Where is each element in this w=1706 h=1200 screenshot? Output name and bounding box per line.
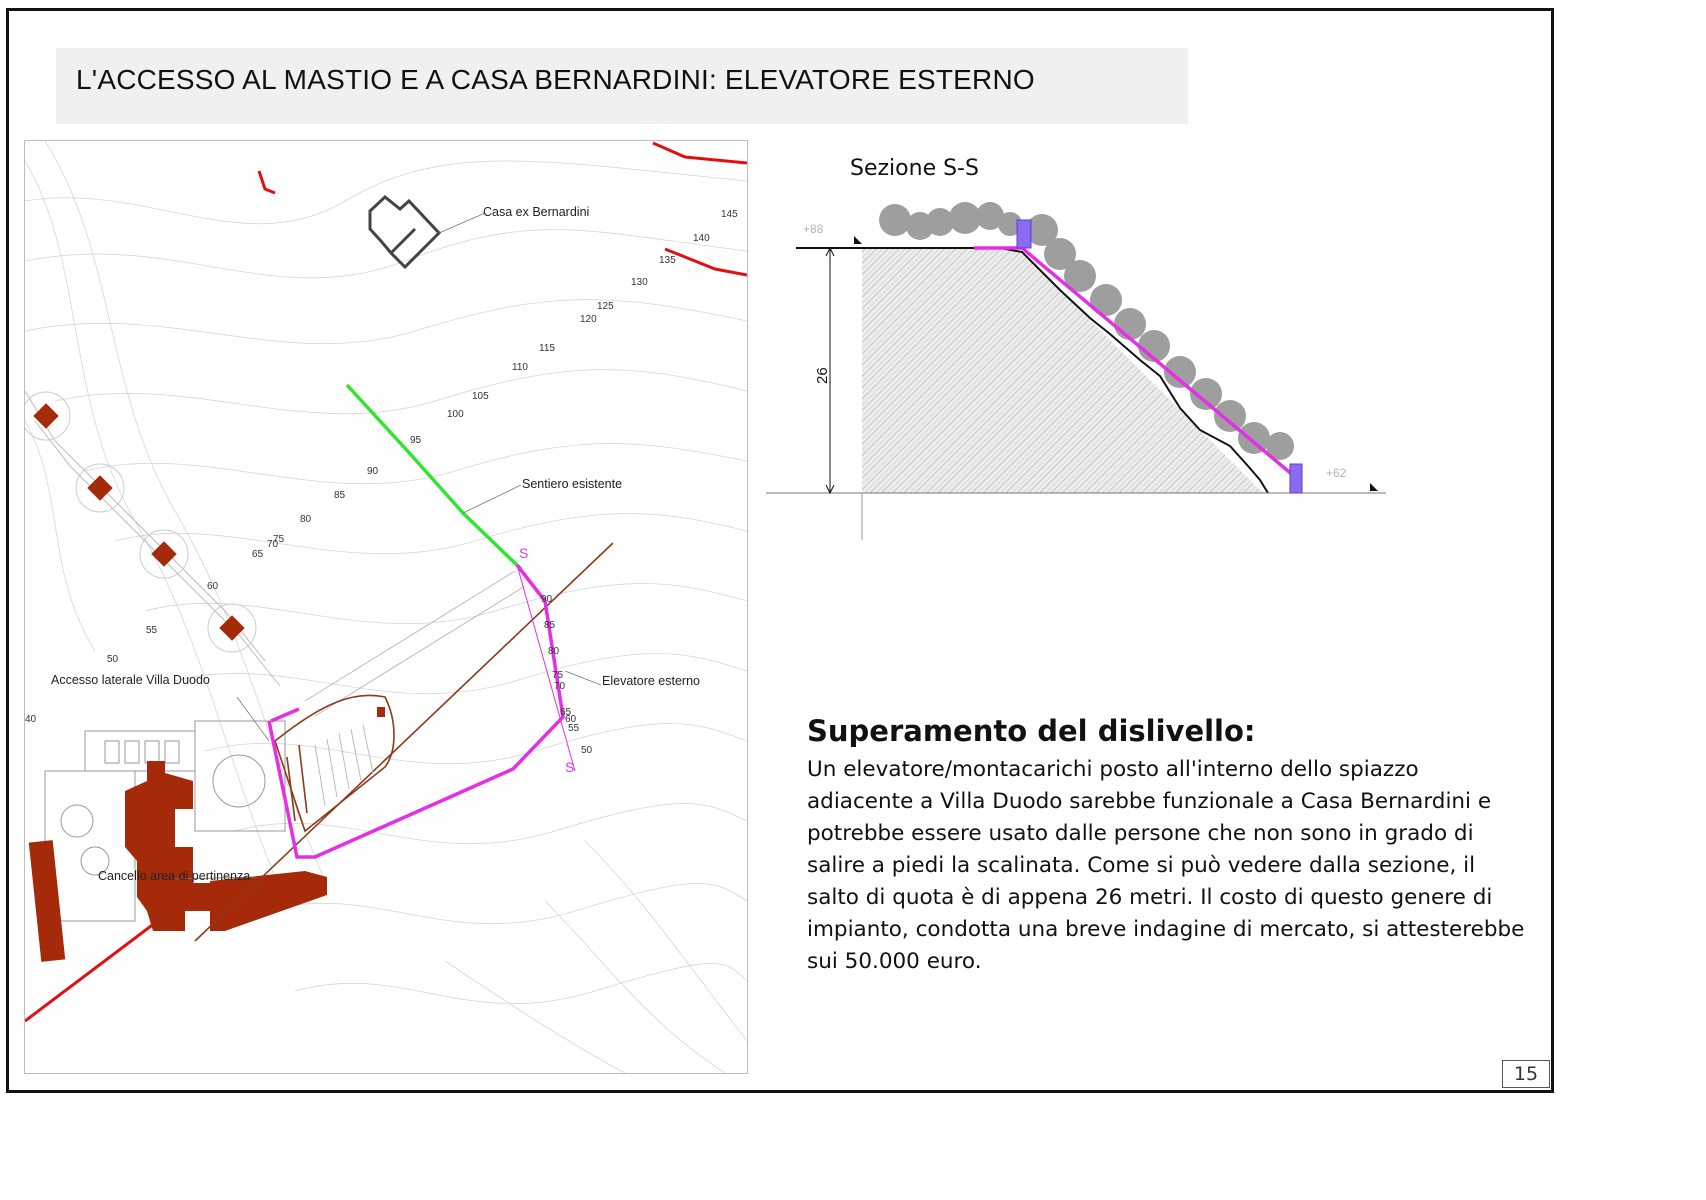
section-drawing <box>760 190 1400 550</box>
profile-mark: 55 <box>568 723 580 734</box>
section-marker-bottom: S <box>565 759 575 775</box>
label-cancello: Cancello area di pertinenza <box>98 869 251 883</box>
profile-mark: 80 <box>548 646 560 657</box>
description-paragraph: Un elevatore/montacarichi posto all'interno dello spiazzo adiacente a Villa Duodo sarebbe funzionale a Casa Bernardini e potrebbe essere usato dalle persone che non sono in grado di salire a piedi la scalinata. Come si può vedere dalla sezione, il salto di quota è di appena 26 metri. Il costo di questo genere di impianto, condotta una breve indagine di mercato, si attesterebbe sui 50.000 euro. <box>807 757 1525 974</box>
pavilion-rings <box>25 392 256 652</box>
boundary-marks <box>25 143 747 1021</box>
profile-mark: 90 <box>541 594 553 605</box>
profile-mark: 65 <box>560 707 572 718</box>
contour-label: 100 <box>447 409 464 420</box>
top-level-marker <box>854 236 862 244</box>
contour-label: 65 <box>252 549 264 560</box>
contour-label: 135 <box>659 255 676 266</box>
contour-label: 90 <box>367 466 379 477</box>
elevator-bottom-station <box>1290 464 1302 493</box>
profile-mark: 85 <box>544 620 556 631</box>
leader-sentiero <box>463 485 521 513</box>
contour-label: 115 <box>539 343 555 354</box>
contour-label: 60 <box>207 581 219 592</box>
contour-label: 140 <box>693 233 710 244</box>
bottom-level-label: +62 <box>1326 466 1347 480</box>
contour-label: 110 <box>512 362 528 373</box>
bottom-level-marker <box>1370 483 1378 491</box>
leader-elevatore <box>565 671 601 685</box>
title-band <box>56 48 1188 124</box>
horseshoe-structure <box>275 695 394 831</box>
site-plan-map <box>24 140 748 1074</box>
contour-label: 80 <box>300 514 312 525</box>
contour-label: 120 <box>580 314 597 325</box>
contour-label: 130 <box>631 277 648 288</box>
villa-duodo-building <box>29 707 385 962</box>
label-elevatore-esterno: Elevatore esterno <box>602 674 700 688</box>
contour-label: 105 <box>472 391 489 402</box>
contour-label: 125 <box>597 301 614 312</box>
elevator-route-stub <box>271 709 299 721</box>
contour-label: 40 <box>25 714 37 725</box>
label-casa-bernardini: Casa ex Bernardini <box>483 205 590 219</box>
contour-label: 70 <box>267 539 279 550</box>
contour-label: 50 <box>107 654 119 665</box>
contour-label: 85 <box>334 490 346 501</box>
horseshoe-steps <box>315 725 373 805</box>
label-sentiero-esistente: Sentiero esistente <box>522 477 623 491</box>
elevator-top-station <box>1017 220 1031 248</box>
contour-label: 145 <box>721 209 738 220</box>
existing-path-line <box>347 385 521 569</box>
section-marker-top: S <box>519 545 529 561</box>
contour-label: 55 <box>146 625 158 636</box>
page-number: 15 <box>1502 1060 1550 1088</box>
top-level-label: +88 <box>803 222 824 236</box>
description-block <box>807 714 1527 978</box>
profile-mark: 70 <box>554 681 566 692</box>
leader-casa <box>439 213 485 233</box>
height-dimension-label: 26 <box>814 367 831 384</box>
stair-pavilions <box>33 403 244 640</box>
section-title: Sezione S-S <box>850 156 979 181</box>
profile-mark: 60 <box>565 714 577 725</box>
description-heading: Superamento del dislivello: <box>807 714 1256 748</box>
label-accesso-laterale: Accesso laterale Villa Duodo <box>51 673 210 687</box>
page-title: L'ACCESSO AL MASTIO E A CASA BERNARDINI: ELEVATORE ESTERNO <box>76 64 1035 95</box>
profile-mark: 75 <box>552 670 564 681</box>
contour-label: 75 <box>273 534 285 545</box>
profile-mark: 50 <box>581 745 593 756</box>
casa-bernardini-outline <box>370 197 439 267</box>
contour-label: 95 <box>410 435 422 446</box>
